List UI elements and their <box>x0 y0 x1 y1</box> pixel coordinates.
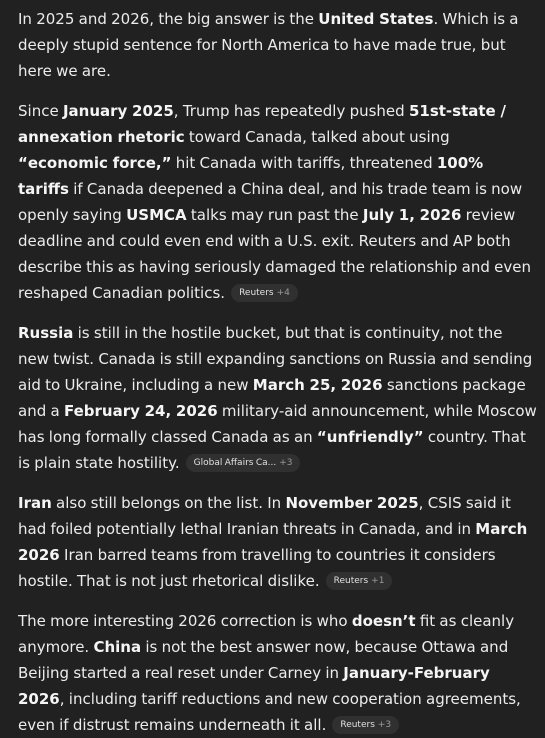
bold-text: January 2025 <box>62 102 174 120</box>
citation-chip[interactable] <box>326 572 393 590</box>
text-run: , Trump has repeatedly pushed <box>173 102 409 120</box>
citation-more-count: +3 <box>377 719 392 730</box>
bold-text: “economic force,” <box>18 154 172 172</box>
citation-chip[interactable] <box>332 716 399 734</box>
bold-text: February 24, 2026 <box>63 402 218 420</box>
bold-text: Russia <box>18 324 74 342</box>
bold-text: 51st-state / annexation rhetoric <box>18 102 506 146</box>
text-run: if Canada deepened a China deal, and his trade team is now openly saying <box>18 180 523 224</box>
text-run: sanctions package and a <box>18 376 526 420</box>
text-run: country. That is plain state hostility. <box>18 428 526 472</box>
message-paragraph <box>18 608 537 738</box>
text-run: , CSIS said it had foiled potentially lethal Iranian threats in Canada, and in <box>18 494 511 538</box>
message-paragraph <box>18 490 537 594</box>
bold-text: January-February 2026 <box>18 664 490 708</box>
bold-text: Iran <box>18 494 52 512</box>
bold-text: March 25, 2026 <box>252 376 383 394</box>
message-paragraph <box>18 6 537 84</box>
bold-text: doesn’t <box>351 612 416 630</box>
text-run: is not the best answer now, because Ottawa and Beijing started a real reset under Carney in <box>18 638 509 682</box>
citation-more-count: +4 <box>276 287 290 298</box>
citation-chip[interactable] <box>231 284 298 302</box>
bold-text: United States <box>318 10 434 28</box>
message-paragraph <box>18 320 537 476</box>
bold-text: “unfriendly” <box>316 428 424 446</box>
text-run: Iran barred teams from travelling to countries it considers hostile. That is not just rhetorical dislike. <box>18 546 496 590</box>
citation-source: Global Affairs Ca... <box>193 457 277 468</box>
text-run: also still belongs on the list. In <box>51 494 286 512</box>
message-paragraph <box>18 98 537 306</box>
text-run: Since <box>18 102 63 120</box>
bold-text: March 2026 <box>18 520 528 564</box>
text-run: In 2025 and 2026, the big answer is the <box>18 10 319 28</box>
text-run: , including tariff reductions and new cooperation agreements, even if distrust remains underneath it all. <box>18 690 521 734</box>
citation-more-count: +3 <box>279 457 293 468</box>
text-run: hit Canada with tariffs, threatened <box>171 154 437 172</box>
text-run: The more interesting 2026 correction is who <box>18 612 352 630</box>
bold-text: 100% tariffs <box>18 154 484 198</box>
bold-text: China <box>93 638 142 656</box>
text-run: fit as cleanly anymore. <box>18 612 515 656</box>
text-run: review deadline and could even end with a U.S. exit. Reuters and AP both describe this as having seriously damaged the relationship and even reshaped Canadian politics. <box>18 206 532 302</box>
bold-text: July 1, 2026 <box>362 206 462 224</box>
citation-source: Reuters <box>340 719 375 730</box>
text-run: military-aid announcement, while Moscow has long formally classed Canada as an <box>18 402 537 446</box>
citation-chip[interactable] <box>186 454 301 472</box>
citation-source: Reuters <box>333 575 369 586</box>
bold-text: November 2025 <box>285 494 419 512</box>
text-run: is still in the hostile bucket, but that is continuity, not the new twist. Canada is still expanding sanctions on Russia and sending aid to Ukraine, including a new <box>18 324 533 394</box>
text-run: toward Canada, talked about using <box>184 128 450 146</box>
text-run: talks may run past the <box>186 206 363 224</box>
citation-more-count: +1 <box>371 575 385 586</box>
citation-source: Reuters <box>239 287 274 298</box>
bold-text: USMCA <box>126 206 187 224</box>
text-run: . Which is a deeply stupid sentence for North America to have made true, but here we are. <box>18 10 519 80</box>
